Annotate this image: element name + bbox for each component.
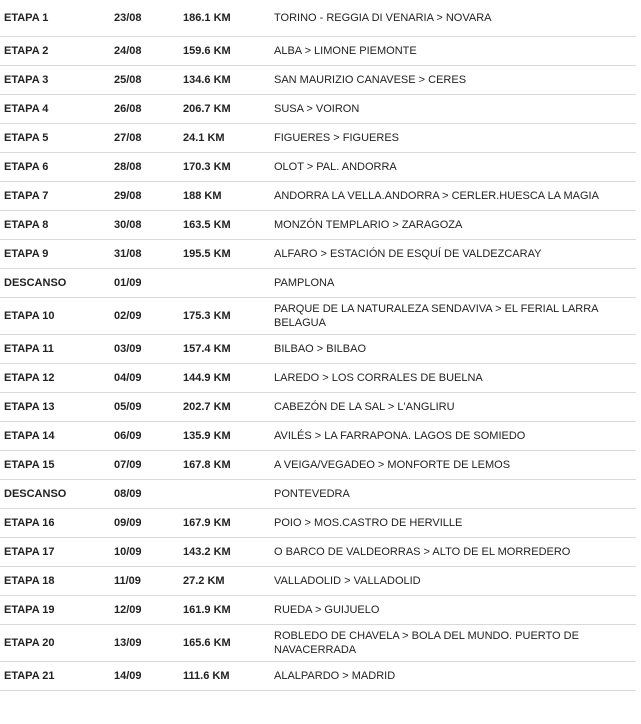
distance-cell: 206.7 KM: [183, 94, 274, 123]
date-cell: 14/09: [114, 661, 183, 690]
stage-cell: ETAPA 3: [0, 65, 114, 94]
distance-cell: 143.2 KM: [183, 537, 274, 566]
distance-cell: 165.6 KM: [183, 624, 274, 661]
distance-cell: 195.5 KM: [183, 239, 274, 268]
table-row: [0, 210, 636, 239]
date-cell: 25/08: [114, 65, 183, 94]
date-cell: 23/08: [114, 0, 183, 36]
route-cell: PAMPLONA: [274, 268, 636, 297]
table-row: [0, 0, 636, 36]
distance-cell: 202.7 KM: [183, 392, 274, 421]
distance-cell: 188 KM: [183, 181, 274, 210]
date-cell: 12/09: [114, 595, 183, 624]
stage-cell: ETAPA 2: [0, 36, 114, 65]
route-cell: PONTEVEDRA: [274, 479, 636, 508]
date-cell: 06/09: [114, 421, 183, 450]
date-cell: 09/09: [114, 508, 183, 537]
route-cell: CABEZÓN DE LA SAL > L'ANGLIRU: [274, 392, 636, 421]
distance-cell: 167.8 KM: [183, 450, 274, 479]
distance-cell: 175.3 KM: [183, 297, 274, 334]
date-cell: 07/09: [114, 450, 183, 479]
date-cell: 27/08: [114, 123, 183, 152]
table-row: [0, 595, 636, 624]
table-row: [0, 537, 636, 566]
stage-cell: ETAPA 5: [0, 123, 114, 152]
table-row: [0, 479, 636, 508]
route-cell: ALBA > LIMONE PIEMONTE: [274, 36, 636, 65]
distance-cell: 161.9 KM: [183, 595, 274, 624]
route-cell: POIO > MOS.CASTRO DE HERVILLE: [274, 508, 636, 537]
route-cell: A VEIGA/VEGADEO > MONFORTE DE LEMOS: [274, 450, 636, 479]
distance-cell: 27.2 KM: [183, 566, 274, 595]
table-row: [0, 65, 636, 94]
date-cell: 13/09: [114, 624, 183, 661]
distance-cell: 163.5 KM: [183, 210, 274, 239]
stage-cell: ETAPA 4: [0, 94, 114, 123]
table-row: [0, 94, 636, 123]
stage-cell: ETAPA 12: [0, 363, 114, 392]
distance-cell: [183, 268, 274, 297]
distance-cell: 144.9 KM: [183, 363, 274, 392]
stage-cell: ETAPA 13: [0, 392, 114, 421]
distance-cell: 111.6 KM: [183, 661, 274, 690]
stage-cell: ETAPA 21: [0, 661, 114, 690]
date-cell: 30/08: [114, 210, 183, 239]
table-row: [0, 450, 636, 479]
date-cell: 29/08: [114, 181, 183, 210]
stage-cell: DESCANSO: [0, 268, 114, 297]
stage-cell: ETAPA 16: [0, 508, 114, 537]
stage-cell: ETAPA 10: [0, 297, 114, 334]
date-cell: 24/08: [114, 36, 183, 65]
route-cell: ROBLEDO DE CHAVELA > BOLA DEL MUNDO. PUERTO DE NAVACERRADA: [274, 624, 636, 661]
date-cell: 04/09: [114, 363, 183, 392]
table-row: [0, 239, 636, 268]
table-row: [0, 661, 636, 690]
stage-cell: DESCANSO: [0, 479, 114, 508]
date-cell: 05/09: [114, 392, 183, 421]
route-cell: SUSA > VOIRON: [274, 94, 636, 123]
table-row: [0, 624, 636, 661]
table-row: [0, 268, 636, 297]
table-row: [0, 421, 636, 450]
table-row: [0, 566, 636, 595]
distance-cell: 186.1 KM: [183, 0, 274, 36]
route-cell: ALALPARDO > MADRID: [274, 661, 636, 690]
route-cell: BILBAO > BILBAO: [274, 334, 636, 363]
date-cell: 08/09: [114, 479, 183, 508]
table-row: [0, 508, 636, 537]
stage-cell: ETAPA 19: [0, 595, 114, 624]
distance-cell: 159.6 KM: [183, 36, 274, 65]
table-row: [0, 36, 636, 65]
route-cell: ALFARO > ESTACIÓN DE ESQUÍ DE VALDEZCARAY: [274, 239, 636, 268]
table-row: [0, 334, 636, 363]
date-cell: 31/08: [114, 239, 183, 268]
route-cell: AVILÉS > LA FARRAPONA. LAGOS DE SOMIEDO: [274, 421, 636, 450]
stage-cell: ETAPA 11: [0, 334, 114, 363]
route-cell: OLOT > PAL. ANDORRA: [274, 152, 636, 181]
stage-cell: ETAPA 9: [0, 239, 114, 268]
route-cell: ANDORRA LA VELLA.ANDORRA > CERLER.HUESCA LA MAGIA: [274, 181, 636, 210]
distance-cell: [183, 479, 274, 508]
date-cell: 28/08: [114, 152, 183, 181]
route-cell: PARQUE DE LA NATURALEZA SENDAVIVA > EL FERIAL LARRA BELAGUA: [274, 297, 636, 334]
date-cell: 02/09: [114, 297, 183, 334]
table-row: [0, 392, 636, 421]
date-cell: 01/09: [114, 268, 183, 297]
date-cell: 26/08: [114, 94, 183, 123]
distance-cell: 24.1 KM: [183, 123, 274, 152]
distance-cell: 135.9 KM: [183, 421, 274, 450]
distance-cell: 134.6 KM: [183, 65, 274, 94]
distance-cell: 167.9 KM: [183, 508, 274, 537]
route-cell: SAN MAURIZIO CANAVESE > CERES: [274, 65, 636, 94]
date-cell: 03/09: [114, 334, 183, 363]
route-cell: FIGUERES > FIGUERES: [274, 123, 636, 152]
date-cell: 10/09: [114, 537, 183, 566]
table-row: [0, 123, 636, 152]
table-row: [0, 363, 636, 392]
table-row: [0, 152, 636, 181]
distance-cell: 157.4 KM: [183, 334, 274, 363]
route-cell: TORINO - REGGIA DI VENARIA > NOVARA: [274, 0, 636, 36]
stage-cell: ETAPA 20: [0, 624, 114, 661]
stage-cell: ETAPA 15: [0, 450, 114, 479]
route-cell: VALLADOLID > VALLADOLID: [274, 566, 636, 595]
stage-cell: ETAPA 8: [0, 210, 114, 239]
route-cell: O BARCO DE VALDEORRAS > ALTO DE EL MORREDERO: [274, 537, 636, 566]
stage-cell: ETAPA 6: [0, 152, 114, 181]
table-row: [0, 297, 636, 334]
route-cell: LAREDO > LOS CORRALES DE BUELNA: [274, 363, 636, 392]
stage-cell: ETAPA 14: [0, 421, 114, 450]
stage-cell: ETAPA 18: [0, 566, 114, 595]
route-cell: MONZÓN TEMPLARIO > ZARAGOZA: [274, 210, 636, 239]
route-cell: RUEDA > GUIJUELO: [274, 595, 636, 624]
stage-cell: ETAPA 7: [0, 181, 114, 210]
stage-cell: ETAPA 17: [0, 537, 114, 566]
distance-cell: 170.3 KM: [183, 152, 274, 181]
table-row: [0, 181, 636, 210]
stage-cell: ETAPA 1: [0, 0, 114, 36]
date-cell: 11/09: [114, 566, 183, 595]
